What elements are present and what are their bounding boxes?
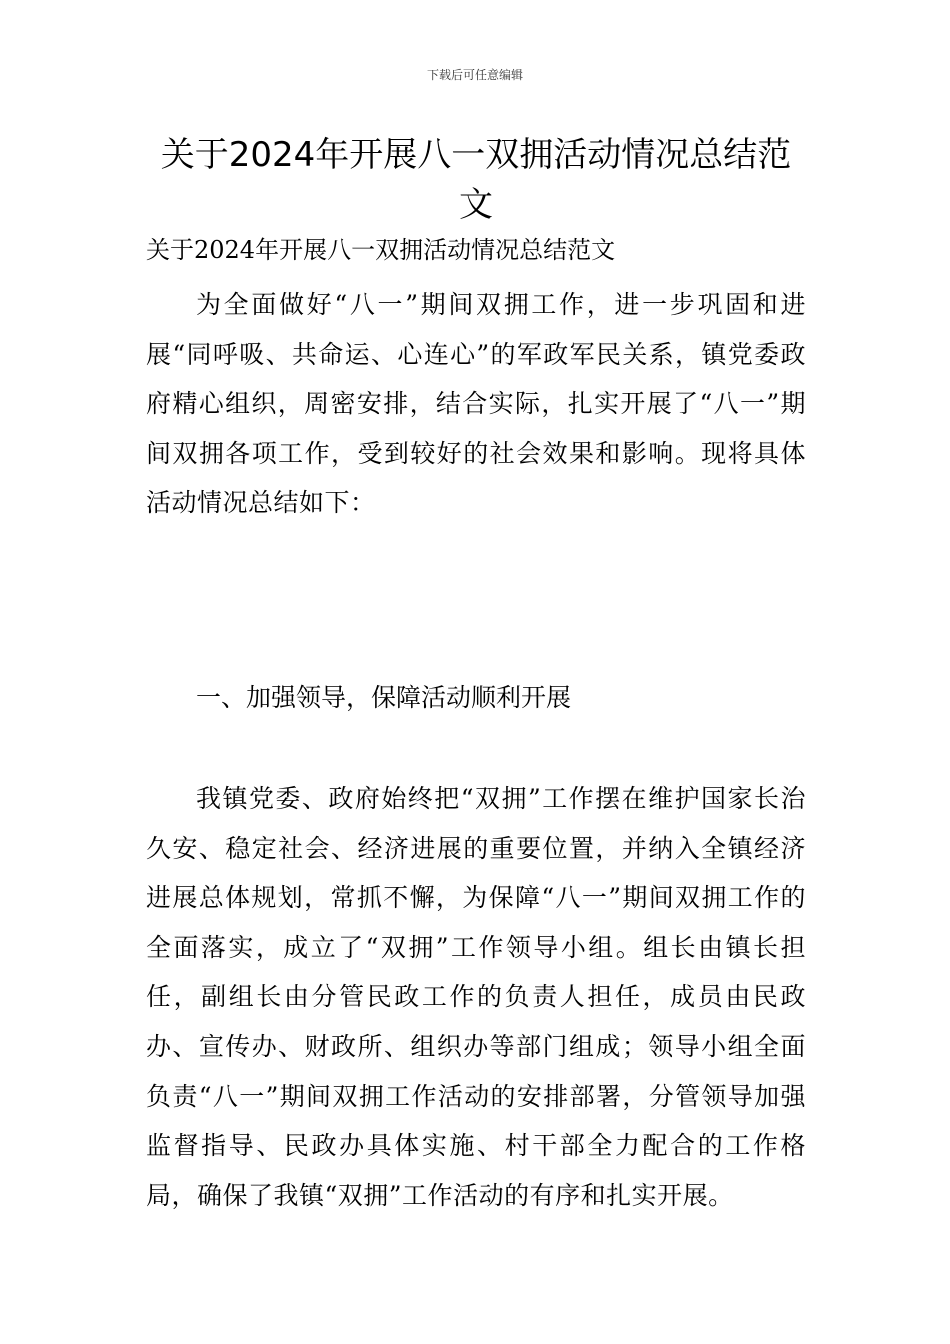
section-1-paragraph: 我镇党委、政府始终把“双拥”工作摆在维护国家长治久安、稳定社会、经济进展的重要位置，并纳入全镇经济进展总体规划，常抓不懈，为保障“八一”期间双拥工作的全面落实，成立了“双拥”工作领导小组。组长由镇长担任，副组长由分管民政工作的负责人担任，成员由民政办、宣传办、财政所、组织办等部门组成；领导小组全面负责“八一”期间双拥工作活动的安排部署，分管领导加强监督指导、民政办具体实施、村干部全力配合的工作格局，确保了我镇“双拥”工作活动的有序和扎实开展。 <box>146 784 806 1210</box>
header-note: 下载后可任意编辑 <box>426 68 523 82</box>
intro-paragraph: 为全面做好“八一”期间双拥工作，进一步巩固和进展“同呼吸、共命运、心连心”的军政军民关系，镇党委政府精心组织，周密安排，结合实际，扎实开展了“八一”期间双拥各项工作，受到较好的社会效果和影响。现将具体活动情况总结如下： <box>146 290 806 518</box>
section-heading-1: 一、加强领导，保障活动顺利开展 <box>196 683 572 712</box>
document-subtitle: 关于2024年开展八一双拥活动情况总结范文 <box>146 236 616 264</box>
document-title: 关于2024年开展八一双拥活动情况总结范文 <box>160 135 792 225</box>
